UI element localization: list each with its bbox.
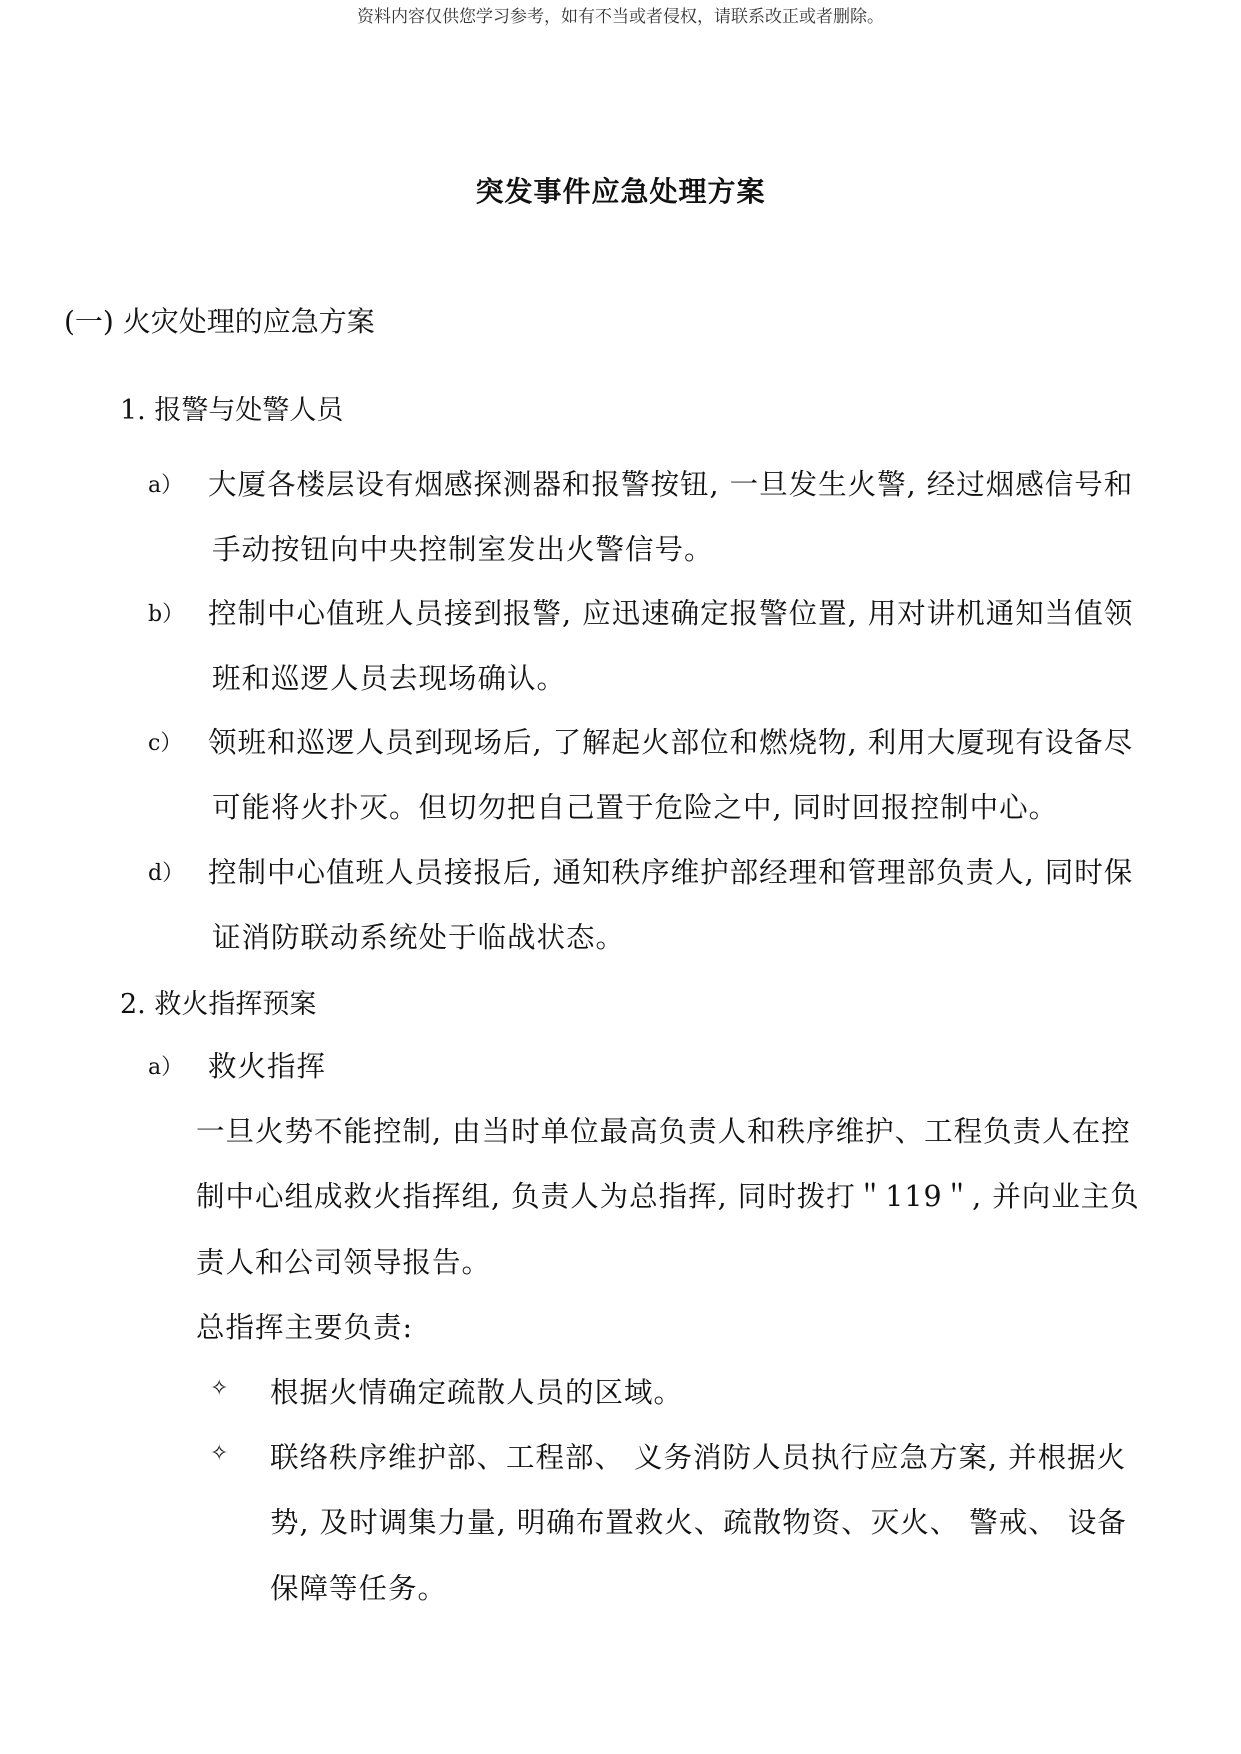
list-marker: c） (148, 731, 183, 756)
list-item-line: 大厦各楼层设有烟感探测器和报警按钮, 一旦发生火警, 经过烟感信号和 (208, 468, 1134, 501)
duties-label: 总指挥主要负责: (196, 1311, 414, 1344)
header-disclaimer: 资料内容仅供您学习参考，如有不当或者侵权，请联系改正或者删除。 (357, 7, 884, 27)
paragraph-line: 一旦火势不能控制, 由当时单位最高负责人和秩序维护、工程负责人在控 (196, 1115, 1131, 1148)
section-heading-fire: (一) 火灾处理的应急方案 (64, 305, 375, 338)
bullet-item-line: 势, 及时调集力量, 明确布置救火、疏散物资、灭火、 警戒、 设备 (270, 1506, 1127, 1539)
list-marker: a） (148, 473, 184, 498)
list-item-line: 证消防联动系统处于临战状态。 (212, 921, 626, 954)
list-item-line: 控制中心值班人员接到报警, 应迅速确定报警位置, 用对讲机通知当值领 (208, 597, 1134, 630)
list-item-line: 领班和巡逻人员到现场后, 了解起火部位和燃烧物, 利用大厦现有设备尽 (208, 726, 1134, 759)
paragraph-line: 责人和公司领导报告。 (196, 1246, 492, 1279)
list-item-line: 可能将火扑灭。但切勿把自己置于危险之中, 同时回报控制中心。 (212, 791, 1059, 824)
list-item-line: 控制中心值班人员接报后, 通知秩序维护部经理和管理部负责人, 同时保 (208, 856, 1134, 889)
list-item-label: 救火指挥 (208, 1050, 327, 1083)
bullet-icon: ✧ (210, 1376, 229, 1401)
list-marker: a） (148, 1055, 184, 1080)
bullet-icon: ✧ (210, 1441, 229, 1466)
list-marker: d） (148, 861, 185, 886)
list-item-line: 手动按钮向中央控制室发出火警信号。 (212, 533, 714, 566)
paragraph-line: 制中心组成救火指挥组, 负责人为总指挥, 同时拨打＂119＂, 并向业主负 (196, 1180, 1140, 1213)
subsection-heading-command: 2. 救火指挥预案 (120, 989, 317, 1020)
document-title: 突发事件应急处理方案 (475, 175, 766, 208)
subsection-heading-alarm: 1. 报警与处警人员 (120, 395, 344, 426)
bullet-item-line: 保障等任务。 (270, 1572, 448, 1605)
list-marker: b） (148, 602, 185, 627)
bullet-item-line: 联络秩序维护部、工程部、 义务消防人员执行应急方案, 并根据火 (270, 1441, 1127, 1474)
bullet-item-line: 根据火情确定疏散人员的区域。 (270, 1376, 684, 1409)
list-item-line: 班和巡逻人员去现场确认。 (212, 662, 567, 695)
